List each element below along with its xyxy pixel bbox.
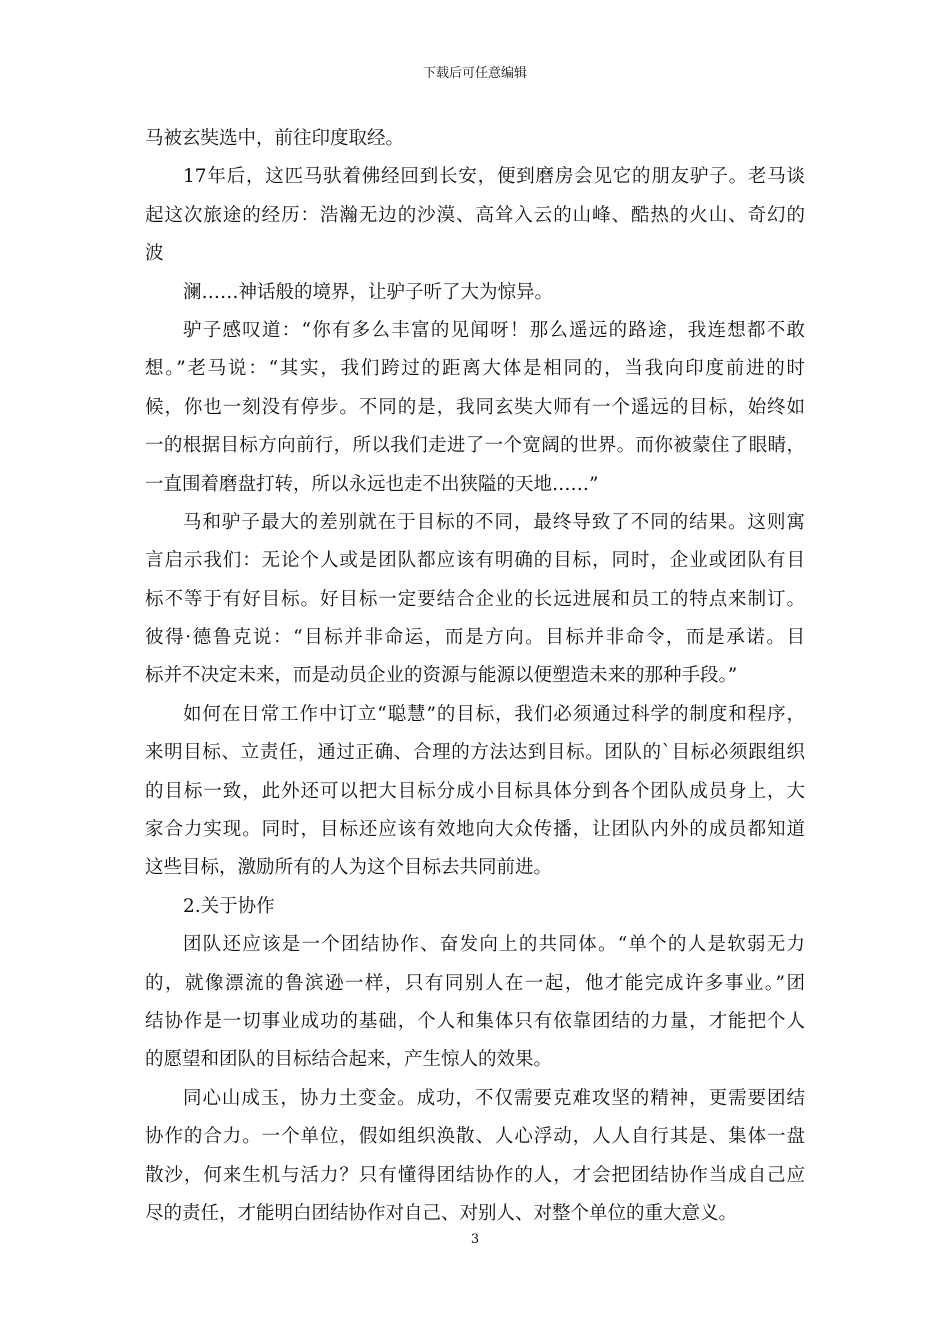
text-line: 协作的合力。一个单位，假如组织涣散、人心浮动，人人自行其是、集体一盘 xyxy=(145,1126,805,1148)
text-line: 起这次旅途的经历：浩瀚无边的沙漠、高耸入云的山峰、酷热的火山、奇幻的 xyxy=(145,204,805,226)
text-line: 这些目标，激励所有的人为这个目标去共同前进。 xyxy=(145,857,553,879)
text-line: 的愿望和团队的目标结合起来，产生惊人的效果。 xyxy=(145,1049,553,1071)
text-line: 一直围着磨盘打转，所以永远也走不出狭隘的天地……” xyxy=(145,473,599,495)
text-line: 彼得·德鲁克说：“目标并非命运，而是方向。目标并非命令，而是承诺。目 xyxy=(145,627,805,649)
text-line: 2.关于协作 xyxy=(183,895,275,917)
text-line: 来明目标、立责任，通过正确、合理的方法达到目标。团队的`目标必须跟组织 xyxy=(145,742,805,764)
text-line: 一的根据目标方向前行，所以我们走进了一个宽阔的世界。而你被蒙住了眼睛， xyxy=(145,435,805,457)
text-line: 标并不决定未来，而是动员企业的资源与能源以便塑造未来的那种手段。” xyxy=(145,665,738,687)
page-header: 下载后可任意编辑 xyxy=(422,66,527,81)
text-line: 的，就像漂流的鲁滨逊一样，只有同别人在一起，他才能完成许多事业。”团 xyxy=(145,972,805,994)
text-line: 散沙，何来生机与活力？只有懂得团结协作的人，才会把团结协作当成自己应 xyxy=(145,1164,805,1186)
text-line: 马被玄奘选中，前往印度取经。 xyxy=(145,128,405,149)
text-line: 波 xyxy=(145,243,164,265)
text-line: 想。”老马说：“其实，我们跨过的距离大体是相同的，当我向印度前进的时 xyxy=(145,358,805,380)
text-line: 的目标一致，此外还可以把大目标分成小目标具体分到各个团队成员身上，大 xyxy=(145,780,805,802)
text-line: 家合力实现。同时，目标还应该有效地向大众传播，让团队内外的成员都知道 xyxy=(145,819,805,841)
text-line: 团队还应该是一个团结协作、奋发向上的共同体。“单个的人是软弱无力 xyxy=(183,934,805,956)
text-line: 马和驴子最大的差别就在于目标的不同，最终导致了不同的结果。这则寓 xyxy=(183,511,805,533)
text-line: 同心山成玉，协力土变金。成功，不仅需要克难攻坚的精神，更需要团结 xyxy=(183,1087,805,1109)
text-line: 驴子感叹道：“你有多么丰富的见闻呀！那么遥远的路途，我连想都不敢 xyxy=(183,319,805,341)
text-line: 结协作是一切事业成功的基础，个人和集体只有依靠团结的力量，才能把个人 xyxy=(145,1010,805,1032)
text-line: 尽的责任，才能明白团结协作对自己、对别人、对整个单位的重大意义。 xyxy=(145,1202,738,1224)
text-line: 言启示我们：无论个人或是团队都应该有明确的目标，同时，企业或团队有目 xyxy=(145,550,805,572)
page-number: 3 xyxy=(470,1232,480,1247)
text-line: 17年后，这匹马驮着佛经回到长安，便到磨房会见它的朋友驴子。老马谈 xyxy=(183,166,805,188)
text-line: 候，你也一刻没有停步。不同的是，我同玄奘大师有一个遥远的目标，始终如 xyxy=(145,396,805,418)
text-line: 如何在日常工作中订立“聪慧”的目标，我们必须通过科学的制度和程序， xyxy=(183,703,805,725)
document-body xyxy=(145,120,805,1233)
text-line: 标不等于有好目标。好目标一定要结合企业的长远进展和员工的特点来制订。 xyxy=(145,588,805,610)
text-line: 澜……神话般的境界，让驴子听了大为惊异。 xyxy=(183,281,554,303)
